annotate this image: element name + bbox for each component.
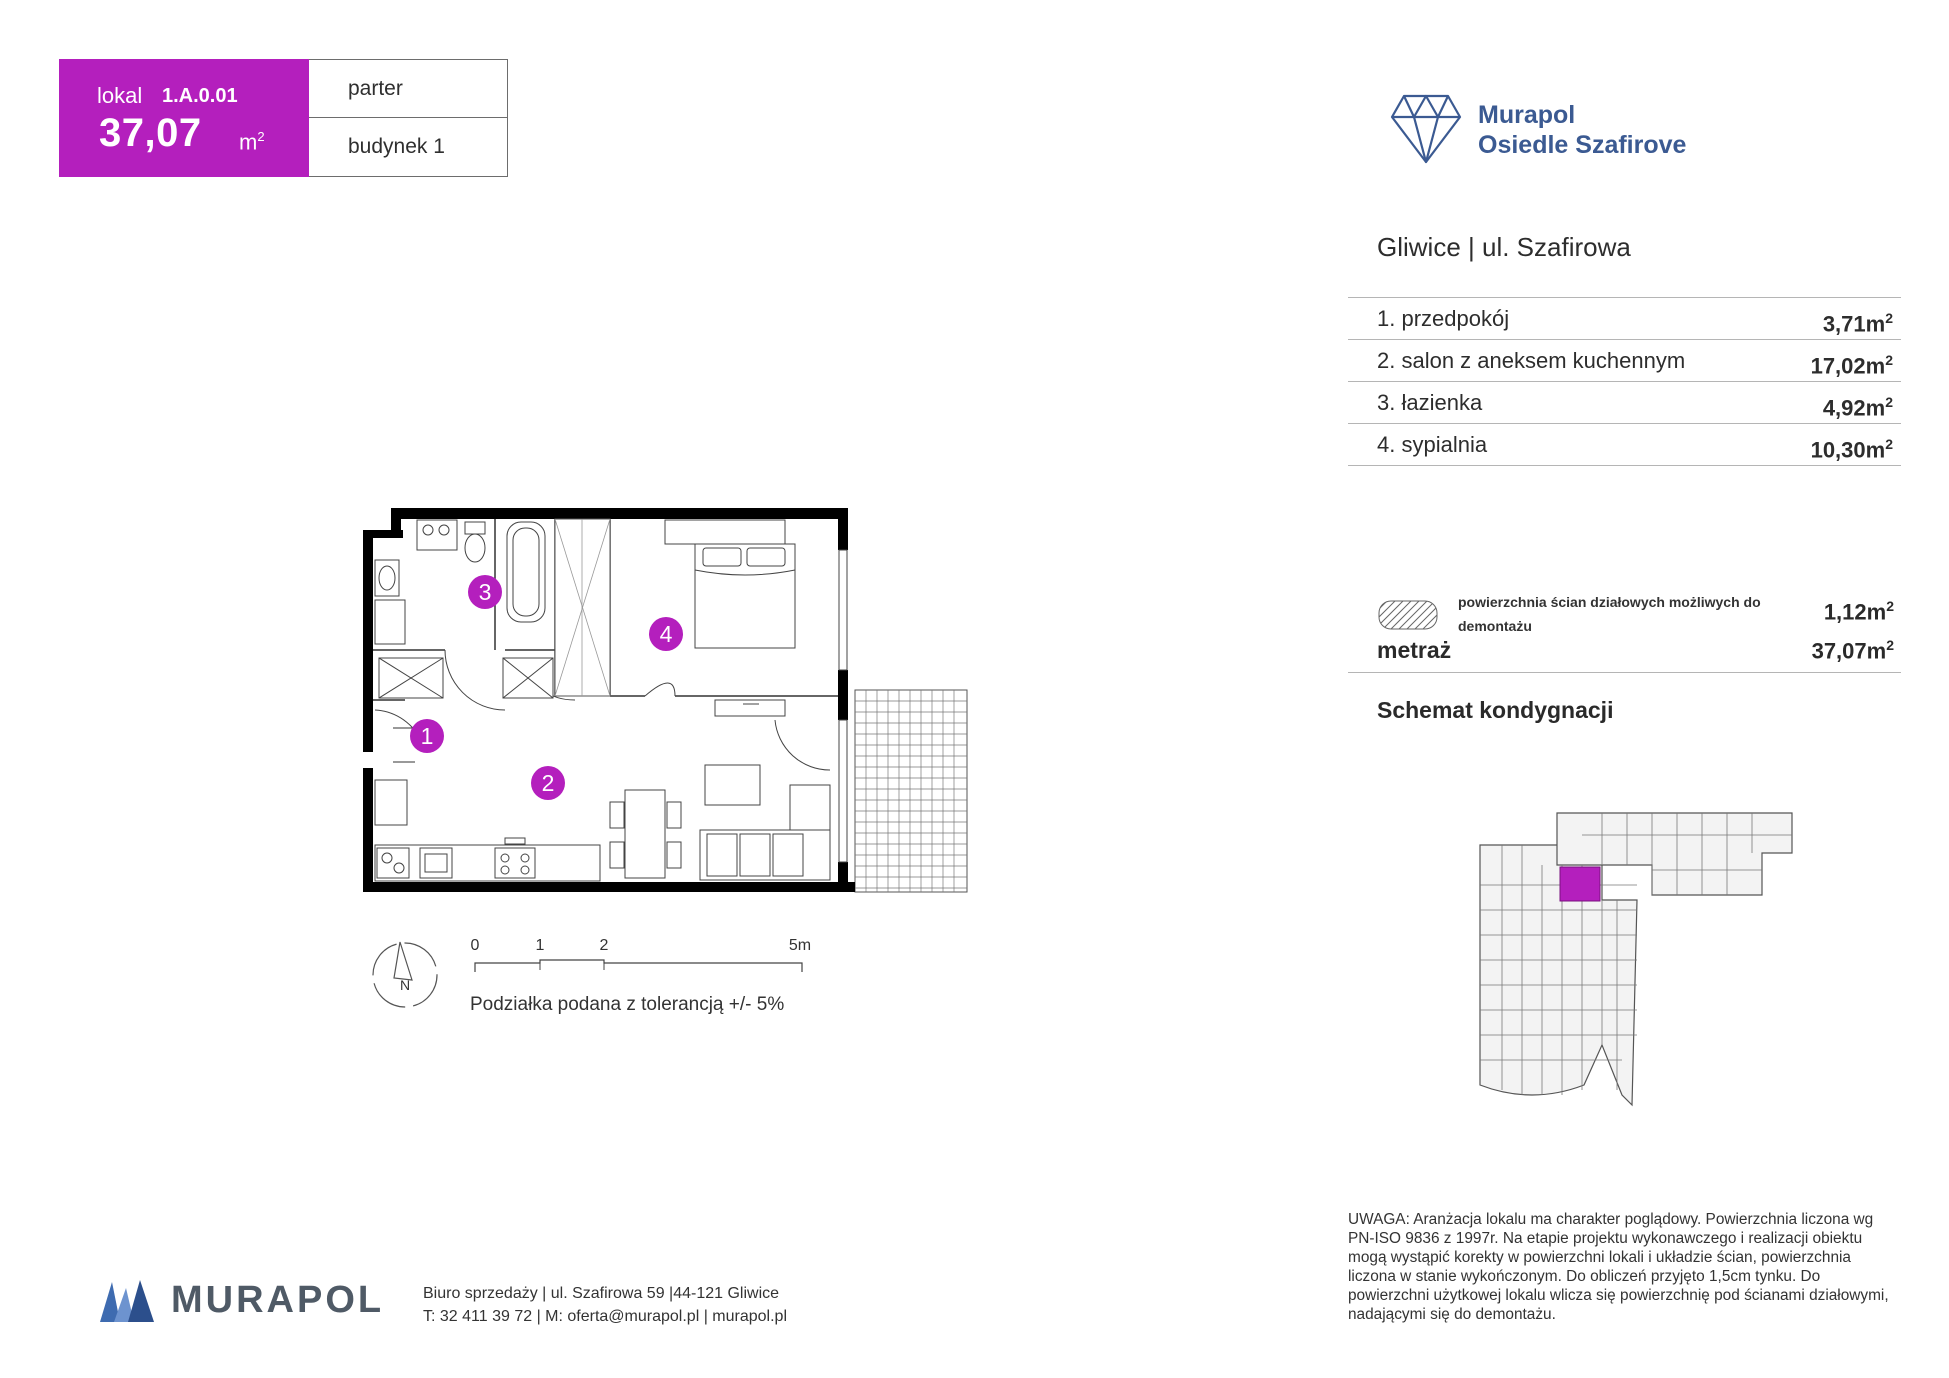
- floor-schema: [1462, 805, 1802, 1115]
- scale-tick: 5m: [788, 937, 812, 954]
- scale-tick: 1: [535, 937, 545, 954]
- room-area: $10,30m^2$: [1810, 436, 1893, 463]
- room-marker: [468, 575, 502, 609]
- schema-title: Schemat kondygnacji: [1377, 697, 1614, 723]
- unit-header: [59, 59, 509, 177]
- unit-badge: [59, 59, 309, 177]
- unit-floor: parter: [309, 60, 507, 118]
- murapol-logo-icon: [98, 1278, 156, 1322]
- room-name: 1. przedpokój: [1377, 306, 1510, 331]
- room-number: 1: [420, 723, 434, 749]
- partition-area: $1,12m^2$: [1823, 598, 1894, 625]
- room-number: 3: [478, 579, 492, 605]
- room-name: 4. sypialnia: [1377, 432, 1488, 457]
- room-marker: [410, 719, 444, 753]
- room-row: [1348, 339, 1901, 381]
- unit-lokal-label: lokal: [97, 83, 143, 108]
- room-number: 4: [659, 621, 673, 647]
- brand-line1: Murapol: [1478, 101, 1576, 129]
- rooms-table: [1348, 297, 1901, 466]
- scale-tolerance: Podziałka podana z tolerancją +/- 5%: [470, 994, 785, 1015]
- hatch-legend-icon: [1378, 600, 1438, 630]
- room-row: [1348, 297, 1901, 339]
- total-label: metraż: [1377, 637, 1452, 663]
- disclaimer-note: UWAGA: Aranżacja lokalu ma charakter poglądowy. Powierzchnia liczona wg PN-ISO 9836 z 1997r. Na etapie projektu wykonawczego i realizacji obiektu mogą wystąpić korekty w powierzchni lokali i układzie ścian, powierzchnia liczona w stanie wykończonym. Do obliczeń przyjęto 1,5cm tynku. Do powierzchni użytkowej lokalu wlicza się powierzchnię pod ścianami działowymi, nadającymi się do demontażu.: [1348, 1211, 1889, 1323]
- contact-phone-email: T: 32 411 39 72 | M: oferta@murapol.pl | murapol.pl: [423, 1308, 787, 1325]
- diamond-logo-icon: [1390, 93, 1462, 165]
- scale-tick: 0: [470, 937, 480, 954]
- room-area: $4,92m^2$: [1822, 394, 1893, 421]
- room-area: $3,71m^2$: [1822, 310, 1893, 337]
- room-name: 3. łazienka: [1377, 390, 1483, 415]
- unit-highlight: [1560, 867, 1600, 901]
- unit-code: 1.A.0.01: [162, 85, 238, 107]
- room-marker: [531, 766, 565, 800]
- room-row: [1348, 381, 1901, 423]
- footer-brand: MURAPOL: [171, 1279, 385, 1321]
- room-marker: [649, 617, 683, 651]
- location: Gliwice | ul. Szafirowa: [1377, 232, 1631, 262]
- scale-tick: 2: [599, 937, 609, 954]
- floor-plan: [355, 500, 975, 900]
- contact-address: Biuro sprzedaży | ul. Szafirowa 59 |44-121 Gliwice: [423, 1285, 780, 1302]
- room-number: 2: [541, 770, 555, 796]
- unit-details: [309, 59, 508, 177]
- total-area: $37,07m^2$: [1811, 637, 1894, 664]
- room-name: 2. salon z aneksem kuchennym: [1377, 348, 1686, 373]
- unit-building: budynek 1: [348, 135, 445, 158]
- compass-north-label: N: [399, 977, 411, 993]
- unit-area-unit: $m^2$: [239, 129, 265, 155]
- contact-info: [423, 1282, 787, 1328]
- room-row: [1348, 423, 1901, 466]
- brand-name: [1478, 100, 1686, 160]
- partition-label: powierzchnia ścian działowych możliwych do demontażu: [1458, 594, 1761, 634]
- compass-icon: [373, 942, 437, 1007]
- unit-area: 37,07: [99, 111, 202, 155]
- room-area: $17,02m^2$: [1810, 352, 1893, 379]
- balcony: [855, 690, 967, 892]
- brand-line2: Osiedle Szafirove: [1478, 131, 1687, 159]
- divider: [1348, 672, 1901, 673]
